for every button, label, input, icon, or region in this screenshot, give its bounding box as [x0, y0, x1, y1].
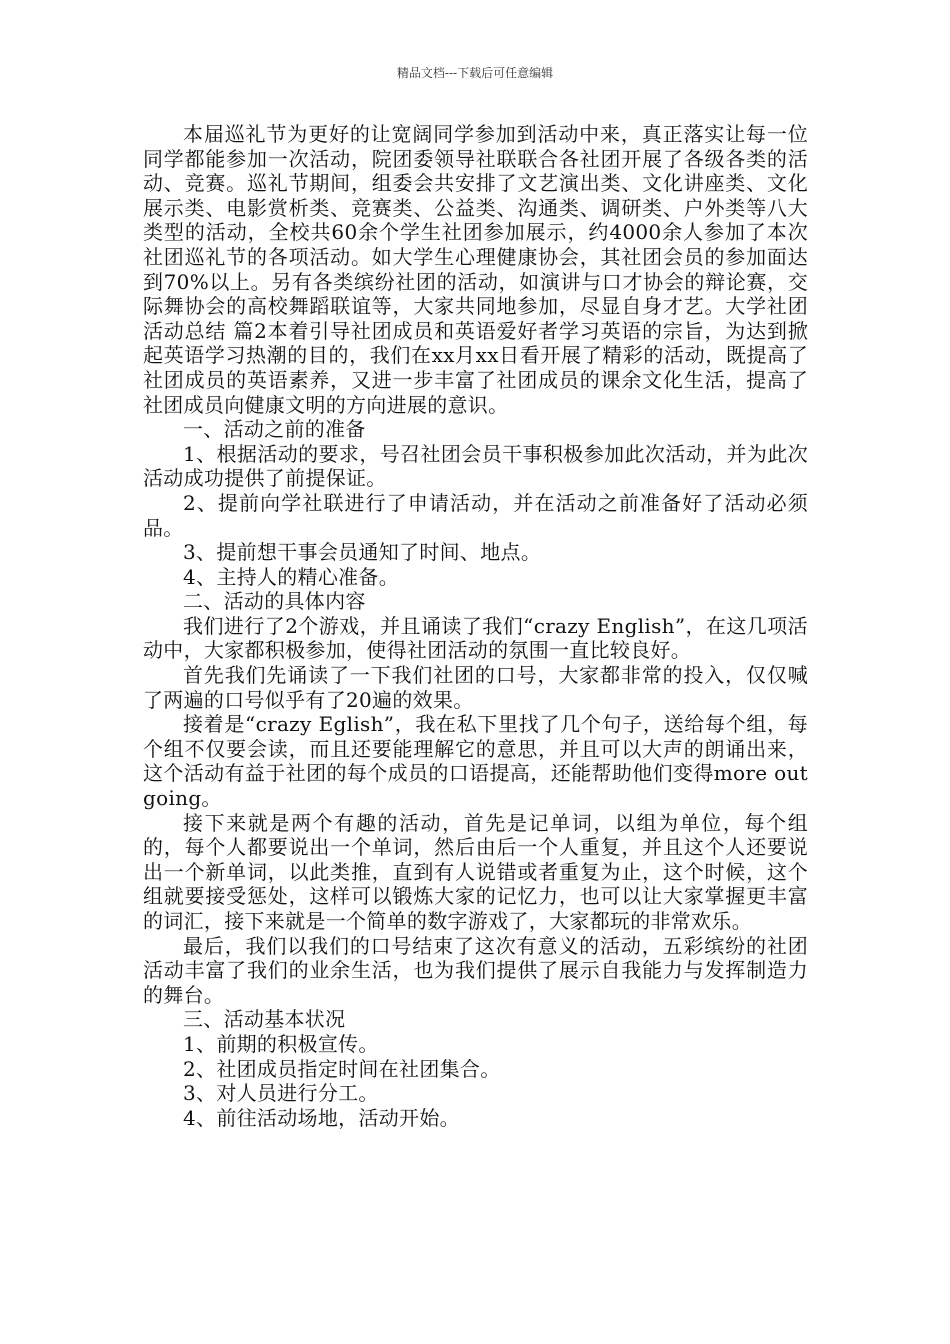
list-item: 1、前期的积极宣传。 [183, 1031, 379, 1056]
paragraph: 我们进行了2个游戏，并且诵读了我们“crazy English”，在这几项活动中，大家都积极参加，使得社团活动的氛围一直比较良好。 [143, 613, 808, 663]
list-item: 1、根据活动的要求，号召社团会员干事积极参加此次活动，并为此次活动成功提供了前提保证。 [143, 441, 808, 491]
section-heading-3: 三、活动基本状况 [183, 1007, 346, 1032]
paragraph-intro: 本届巡礼节为更好的让宽阔同学参加到活动中来，真正落实让每一位同学都能参加一次活动，院团委领导社联联合各社团开展了各级各类的活动、竞赛。巡礼节期间，组委会共安排了文艺演出类、文化讲座类、文化展示类、电影赏析类、竞赛类、公益类、沟通类、调研类、户外类等八大类型的活动，全校共60余个学生社团参加展示，约4000余人参加了本次社团巡礼节的各项活动。如大学生心理健康协会，其社团会员的参加面达到70%以上。另有各类缤纷社团的活动，如演讲与口才协会的辩论赛，交际舞协会的高校舞蹈联谊等，大家共同地参加，尽显自身才艺。大学社团活动总结 篇2本着引导社团成员和英语爱好者学习英语的宗旨，为达到掀起英语学习热潮的目的，我们在xx月xx日看开展了精彩的活动，既提高了社团成员的英语素养，又进一步丰富了社团成员的课余文化生活，提高了社团成员向健康文明的方向进展的意识。 [143, 122, 808, 417]
paragraph: 接着是“crazy Eglish”，我在私下里找了几个句子，送给每个组，每个组不仅要会读，而且还要能理解它的意思，并且可以大声的朗诵出来，这个活动有益于社团的每个成员的口语提高，还能帮助他们变得more outgoing。 [143, 712, 808, 811]
list-item: 3、对人员进行分工。 [183, 1081, 379, 1106]
list-item: 3、提前想干事会员通知了时间、地点。 [183, 540, 542, 565]
list-item: 2、社团成员指定时间在社团集合。 [183, 1056, 501, 1081]
page-header: 精品文档---下载后可任意编辑 [396, 66, 554, 80]
paragraph: 首先我们先诵读了一下我们社团的口号，大家都非常的投入，仅仅喊了两遍的口号似乎有了20遍的效果。 [143, 663, 808, 712]
paragraph: 接下来就是两个有趣的活动，首先是记单词，以组为单位，每个组的，每个人都要说出一个单词，然后由后一个人重复，并且这个人还要说出一个新单词，以此类推，直到有人说错或者重复为止，这个时候，这个组就要接受惩处，这样可以锻炼大家的记忆力，也可以让大家掌握更丰富的词汇，接下来就是一个简单的数字游戏了，大家都玩的非常欢乐。 [143, 810, 808, 933]
section-heading-1: 一、活动之前的准备 [183, 417, 366, 442]
list-item: 2、提前向学社联进行了申请活动，并在活动之前准备好了活动必须品。 [143, 490, 808, 540]
section-heading-2: 二、活动的具体内容 [183, 589, 366, 614]
list-item: 4、主持人的精心准备。 [183, 564, 400, 589]
list-item: 4、前往活动场地，活动开始。 [183, 1105, 460, 1130]
paragraph: 最后，我们以我们的口号结束了这次有意义的活动，五彩缤纷的社团活动丰富了我们的业余生活，也为我们提供了展示自我能力与发挥制造力的舞台。 [143, 933, 808, 1007]
document-body [143, 122, 808, 1130]
